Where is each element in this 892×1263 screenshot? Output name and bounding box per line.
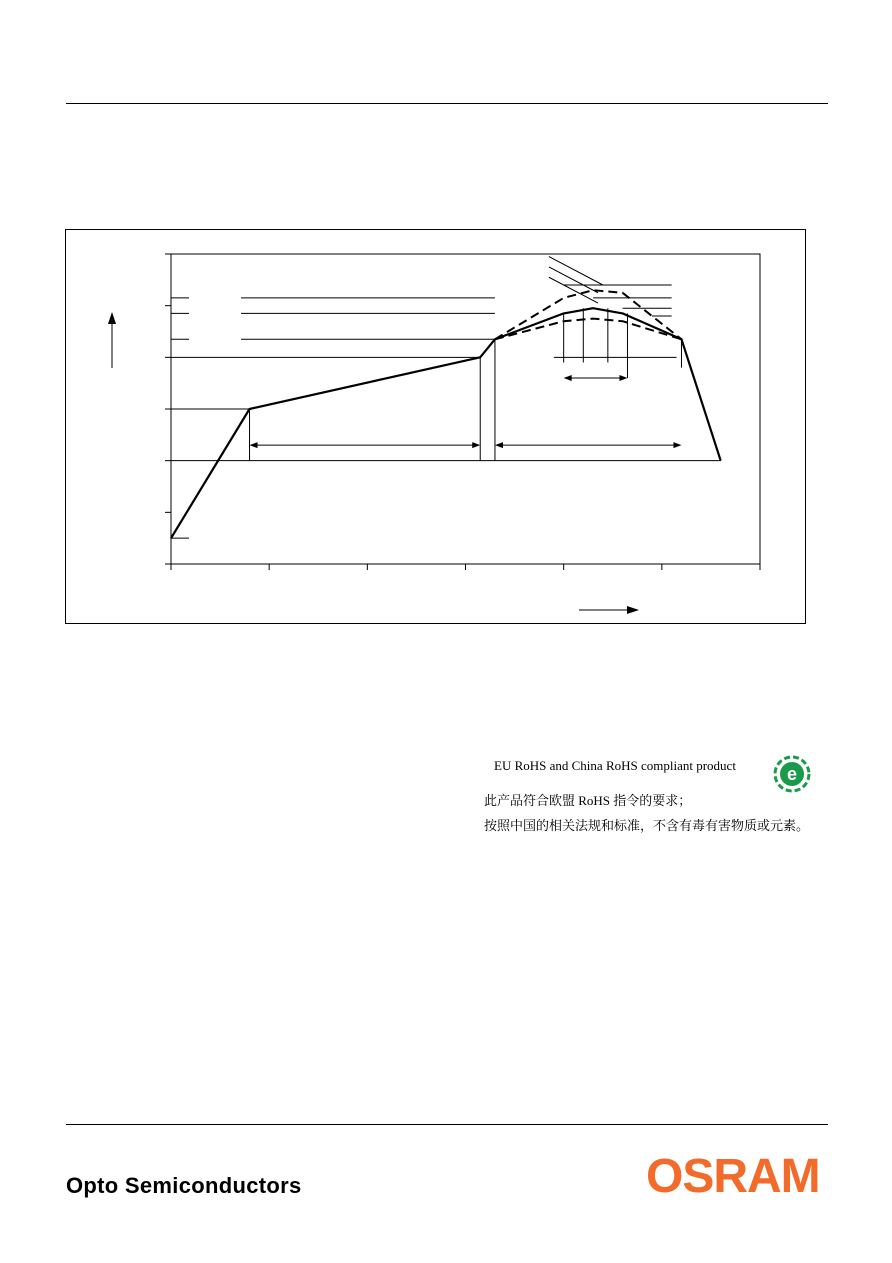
dimension-peak-arrow-left xyxy=(564,375,572,381)
series-solid-0 xyxy=(171,308,721,538)
rohs-chinese-line-2: 按照中国的相关法规和标准，不含有毒有害物质或元素。 xyxy=(484,818,810,833)
rohs-compliance-notice xyxy=(484,752,834,842)
profile-plot xyxy=(66,230,807,625)
leader-line-3 xyxy=(549,277,598,303)
footer-company-label: Opto Semiconductors xyxy=(66,1173,302,1198)
osram-logo: OSRAM xyxy=(646,1150,820,1203)
header-rule xyxy=(66,103,828,104)
dimension-peak-arrow-right xyxy=(619,375,627,381)
dimension-preheat-arrow-left xyxy=(250,442,258,448)
rohs-logo-letter: e xyxy=(786,764,798,784)
leader-line-2 xyxy=(549,267,598,293)
dimension-reflow-arrow-right xyxy=(673,442,681,448)
y-axis-arrowhead xyxy=(108,312,116,324)
dimension-reflow-arrow-left xyxy=(495,442,503,448)
dimension-preheat-arrow-right xyxy=(472,442,480,448)
rohs-chinese-line-1: 此产品符合欧盟 RoHS 指令的要求； xyxy=(484,793,692,808)
reflow-profile-chart xyxy=(65,229,806,624)
plot-area xyxy=(171,254,760,564)
x-axis-arrowhead xyxy=(627,606,639,614)
rohs-e-logo-icon xyxy=(772,754,812,794)
footer-rule xyxy=(66,1124,828,1125)
rohs-english-text: EU RoHS and China RoHS compliant product xyxy=(494,758,736,773)
